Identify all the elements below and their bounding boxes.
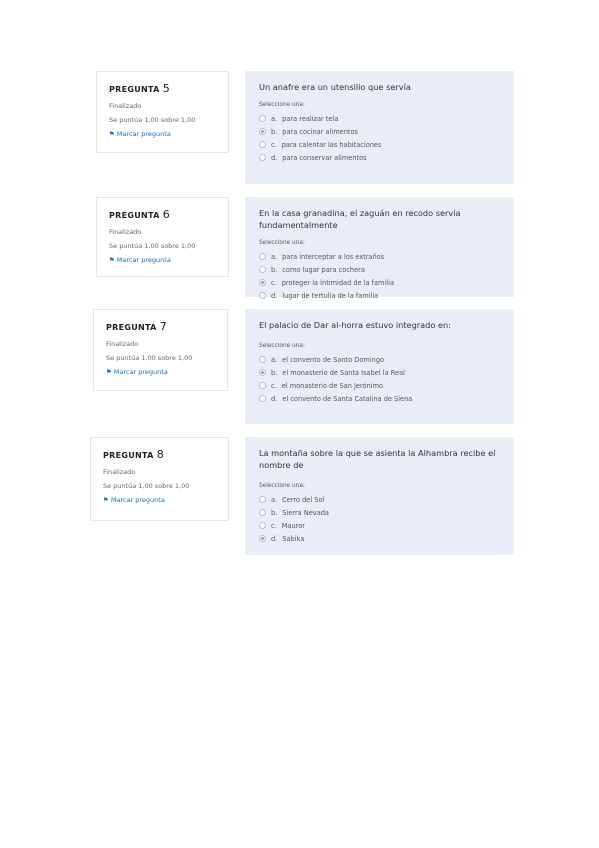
answer-option-b[interactable]: b. para cocinar alimentos bbox=[259, 125, 500, 138]
radio-button[interactable] bbox=[259, 522, 266, 529]
radio-button[interactable] bbox=[259, 496, 266, 503]
answer-option-b[interactable]: b. el monasterio de Santa Isabel la Real bbox=[259, 366, 500, 379]
radio-button[interactable] bbox=[259, 154, 266, 161]
flag-icon: ⚑ bbox=[109, 130, 115, 138]
question-state: Finalizado bbox=[109, 102, 142, 110]
radio-button[interactable] bbox=[259, 395, 266, 402]
answer-list bbox=[259, 250, 500, 302]
answer-prompt: Seleccione una: bbox=[259, 102, 305, 108]
flag-icon: ⚑ bbox=[103, 496, 109, 504]
radio-button[interactable] bbox=[259, 253, 266, 260]
question-state: Finalizado bbox=[106, 340, 139, 348]
flag-question-link[interactable]: ⚑ Marcar pregunta bbox=[109, 256, 171, 264]
question-number: PREGUNTA 8 bbox=[103, 448, 164, 461]
flag-question-link[interactable]: ⚑ Marcar pregunta bbox=[103, 496, 165, 504]
answer-option-d[interactable]: d. lugar de tertulia de la familia bbox=[259, 289, 500, 302]
radio-button[interactable] bbox=[259, 141, 266, 148]
question-text: El palacio de Dar al-horra estuvo integrado en: bbox=[259, 320, 451, 330]
flag-question-link[interactable]: ⚑ Marcar pregunta bbox=[106, 368, 168, 376]
answer-list bbox=[259, 353, 500, 405]
question-text: En la casa granadina, el zaguán en recodo servía fundamentalmente bbox=[259, 208, 461, 230]
question-state: Finalizado bbox=[103, 468, 136, 476]
question-info-6 bbox=[96, 197, 229, 277]
answer-prompt: Seleccione una: bbox=[259, 343, 305, 349]
answer-prompt: Seleccione una: bbox=[259, 483, 305, 489]
radio-button[interactable] bbox=[259, 382, 266, 389]
radio-button[interactable] bbox=[259, 115, 266, 122]
answer-option-a[interactable]: a. para realizar tela bbox=[259, 112, 500, 125]
radio-button[interactable] bbox=[259, 509, 266, 516]
answer-option-d[interactable]: d. para conservar alimentos bbox=[259, 151, 500, 164]
question-grade: Se puntúa 1,00 sobre 1,00 bbox=[103, 482, 190, 490]
question-number: PREGUNTA 5 bbox=[109, 82, 170, 95]
answer-option-a[interactable]: a. para interceptar a los extraños bbox=[259, 250, 500, 263]
answer-prompt: Seleccione una: bbox=[259, 240, 305, 246]
question-content-5 bbox=[245, 71, 514, 184]
question-number: PREGUNTA 7 bbox=[106, 320, 167, 333]
question-grade: Se puntúa 1,00 sobre 1,00 bbox=[106, 354, 193, 362]
answer-list bbox=[259, 493, 500, 545]
answer-option-c[interactable]: c. proteger la intimidad de la familia bbox=[259, 276, 500, 289]
answer-option-c[interactable]: c. Mauror bbox=[259, 519, 500, 532]
radio-button-selected[interactable] bbox=[259, 279, 266, 286]
answer-list bbox=[259, 112, 500, 164]
radio-button[interactable] bbox=[259, 292, 266, 299]
flag-question-link[interactable]: ⚑ Marcar pregunta bbox=[109, 130, 171, 138]
question-number: PREGUNTA 6 bbox=[109, 208, 170, 221]
flag-icon: ⚑ bbox=[109, 256, 115, 264]
question-text: La montaña sobre la que se asienta la Alhambra recibe el nombre de bbox=[259, 448, 496, 470]
question-info-5 bbox=[96, 71, 229, 153]
answer-option-b[interactable]: b. como lugar para cochera bbox=[259, 263, 500, 276]
question-state: Finalizado bbox=[109, 228, 142, 236]
answer-option-b[interactable]: b. Sierra Nevada bbox=[259, 506, 500, 519]
question-grade: Se puntúa 1,00 sobre 1,00 bbox=[109, 242, 196, 250]
answer-option-d[interactable]: d. el convento de Santa Catalina de Siena bbox=[259, 392, 500, 405]
question-content-8 bbox=[245, 437, 514, 555]
question-info-8 bbox=[90, 437, 229, 521]
radio-button-selected[interactable] bbox=[259, 369, 266, 376]
answer-option-d[interactable]: d. Sabika bbox=[259, 532, 500, 545]
radio-button-selected[interactable] bbox=[259, 128, 266, 135]
answer-option-c[interactable]: c. el monasterio de San Jerónimo bbox=[259, 379, 500, 392]
answer-option-c[interactable]: c. para calentar las habitaciones bbox=[259, 138, 500, 151]
answer-option-a[interactable]: a. Cerro del Sol bbox=[259, 493, 500, 506]
radio-button[interactable] bbox=[259, 266, 266, 273]
question-content-6 bbox=[245, 197, 514, 300]
question-grade: Se puntúa 1,00 sobre 1,00 bbox=[109, 116, 196, 124]
flag-icon: ⚑ bbox=[106, 368, 112, 376]
question-content-7 bbox=[245, 309, 514, 424]
radio-button-selected[interactable] bbox=[259, 535, 266, 542]
question-text: Un anafre era un utensilio que servía bbox=[259, 82, 411, 92]
radio-button[interactable] bbox=[259, 356, 266, 363]
answer-option-a[interactable]: a. el convento de Santo Domingo bbox=[259, 353, 500, 366]
question-info-7 bbox=[93, 309, 228, 391]
